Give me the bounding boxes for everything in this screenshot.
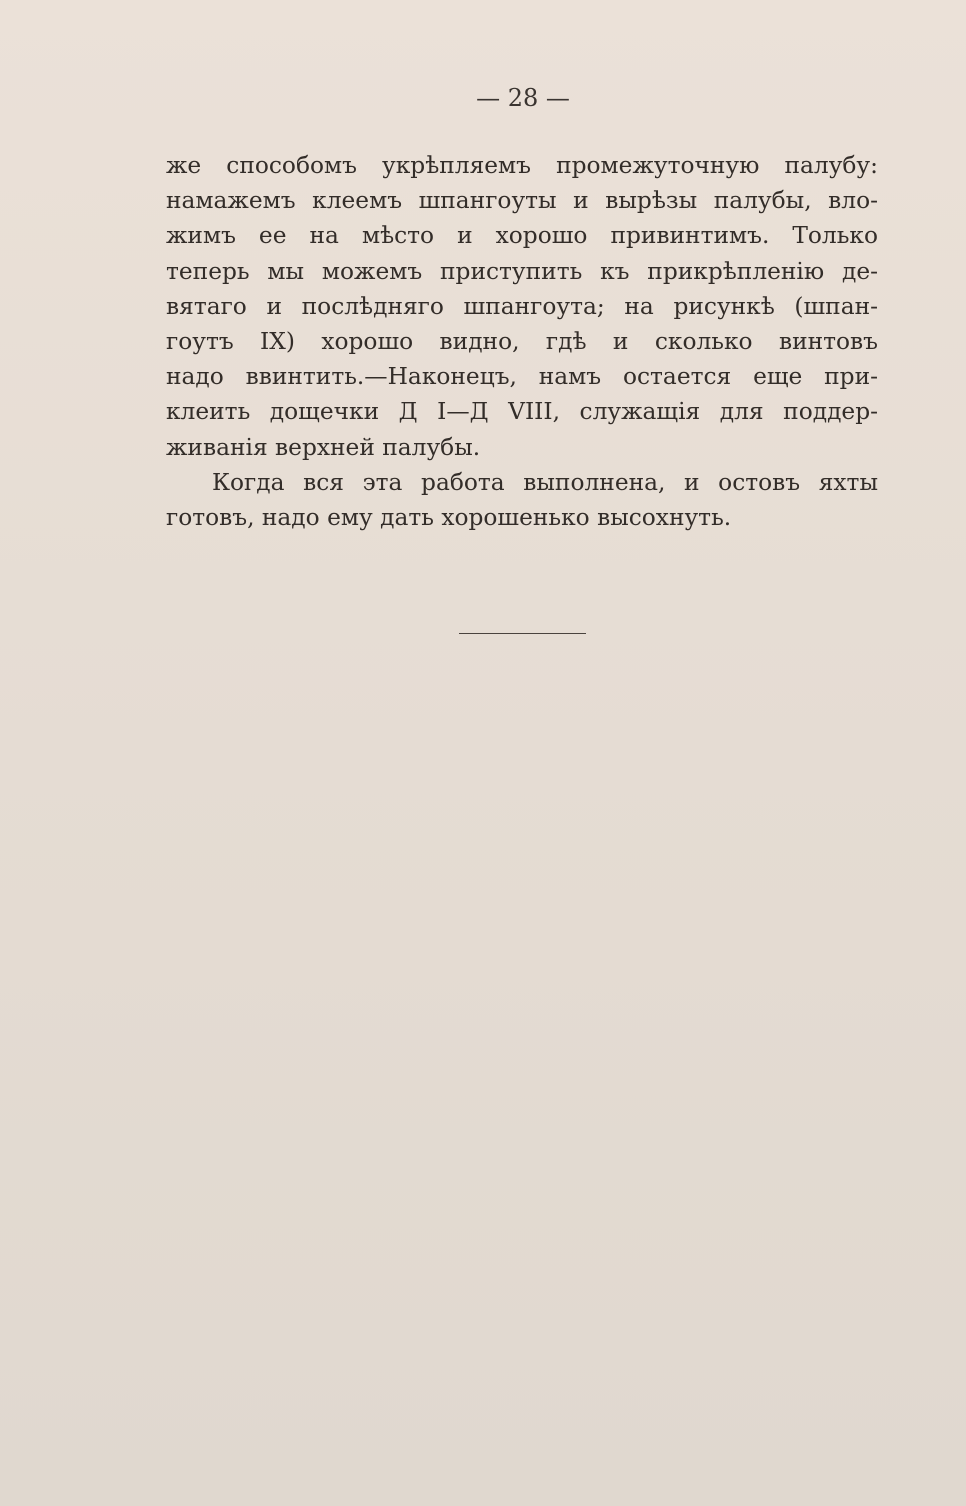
text-line: живанія верхней палубы. xyxy=(166,433,481,461)
text-line: надо ввинтить.—Наконецъ, намъ остается еще при- xyxy=(166,363,878,391)
paragraph-1 xyxy=(166,148,878,465)
paragraph-2 xyxy=(166,465,878,535)
text-line: теперь мы можемъ приступить къ прикрѣпленію де- xyxy=(166,257,878,285)
text-line: гоутъ IX) хорошо видно, гдѣ и сколько винтовъ xyxy=(166,327,878,355)
text-line: же способомъ укрѣпляемъ промежуточную палубу: xyxy=(166,152,878,179)
text-line: клеить дощечки Д I—Д VIII, служащія для поддер- xyxy=(166,398,878,426)
section-end-rule xyxy=(459,633,586,634)
text-line: вятаго и послѣдняго шпангоута; на рисункѣ (шпан- xyxy=(166,292,878,320)
body-text xyxy=(166,148,878,535)
text-line: намажемъ клеемъ шпангоуты и вырѣзы палубы, вло- xyxy=(166,187,878,215)
page-number: — 28 — xyxy=(476,84,570,112)
text-line: готовъ, надо ему дать хорошенько высохнуть. xyxy=(166,503,732,531)
text-line: жимъ ее на мѣсто и хорошо привинтимъ. Только xyxy=(166,222,878,250)
text-line: Когда вся эта работа выполнена, и остовъ яхты xyxy=(212,468,878,496)
